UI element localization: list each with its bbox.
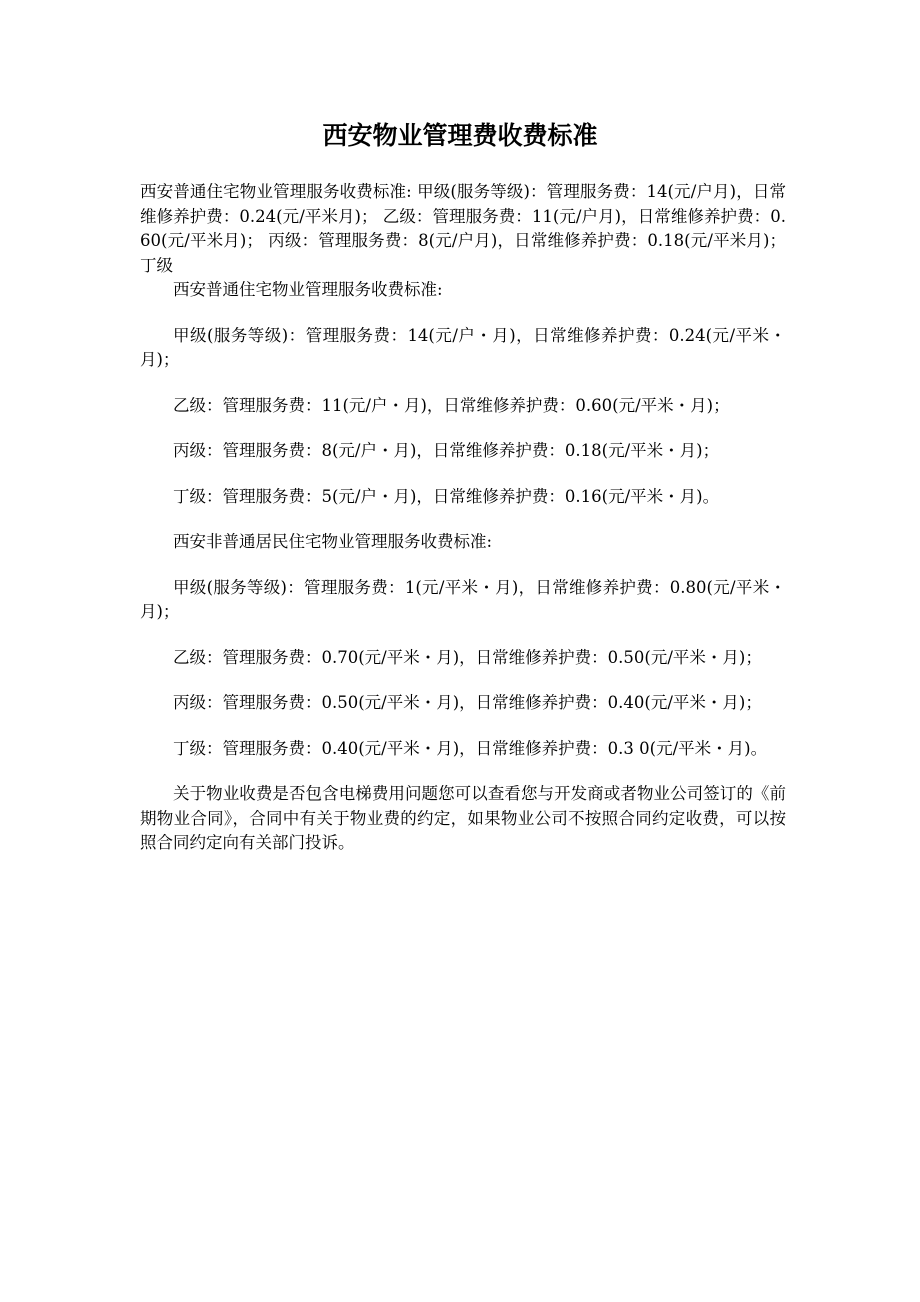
fee-item-ordinary-c: 丙级：管理服务费：8(元/户・月)，日常维修养护费：0.18(元/平米・月)； [173, 441, 720, 460]
fee-item-non-ordinary-b: 乙级：管理服务费：0.70(元/平米・月)，日常维修养护费：0.50(元/平米・月)； [173, 647, 762, 667]
fee-item-ordinary-b: 乙级：管理服务费：11(元/户・月)，日常维修养护费：0.60(元/平米・月)； [173, 395, 730, 415]
fee-item-non-ordinary-a: 甲级(服务等级)：管理服务费：1(元/平米・月)，日常维修养护费：0.80(元/平米・月)； [140, 577, 786, 621]
document-title: 西安物业管理费收费标准 [322, 121, 598, 150]
document-body [140, 180, 786, 856]
fee-item-non-ordinary-d: 丁级：管理服务费：0.40(元/平米・月)，日常维修养护费：0.3 0(元/平米・月)。 [173, 738, 768, 758]
section-heading-ordinary: 西安普通住宅物业管理服务收费标准: [173, 280, 443, 299]
summary-paragraph: 西安普通住宅物业管理服务收费标准: 甲级(服务等级)：管理服务费：14(元/户月)，日常维修养护费：0.24(元/平米月)； 乙级：管理服务费：11(元/户月)，日常维修养护费：0.60(元/平米月)； 丙级：管理服务费：8(元/户月)，日常维修养护费：0.18(元/平米月)； 丁级 [140, 182, 786, 275]
fee-item-ordinary-d: 丁级：管理服务费：5(元/户・月)，日常维修养护费：0.16(元/平米・月)。 [173, 486, 720, 506]
closing-paragraph: 关于物业收费是否包含电梯费用问题您可以查看您与开发商或者物业公司签订的《前期物业合同》，合同中有关于物业费的约定，如果物业公司不按照合同约定收费，可以按照合同约定向有关部门投诉。 [140, 784, 786, 852]
fee-item-non-ordinary-c: 丙级：管理服务费：0.50(元/平米・月)，日常维修养护费：0.40(元/平米・月)； [173, 693, 762, 712]
section-heading-non-ordinary: 西安非普通居民住宅物业管理服务收费标准: [173, 532, 493, 551]
fee-item-ordinary-a: 甲级(服务等级)：管理服务费：14(元/户・月)，日常维修养护费：0.24(元/平米・月)； [140, 325, 786, 369]
